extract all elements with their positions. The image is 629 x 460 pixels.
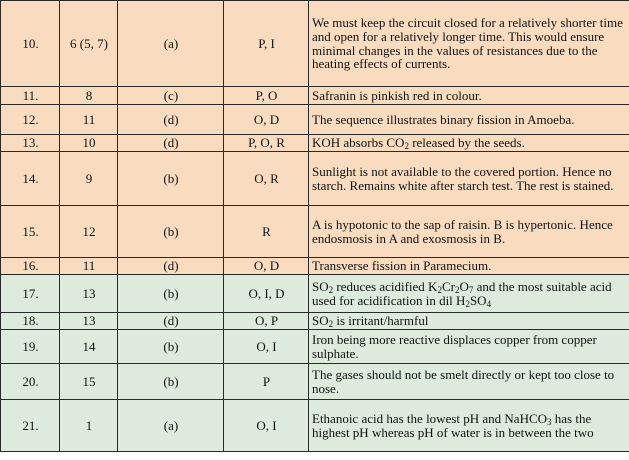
question-reference-cell: 11 <box>60 258 118 275</box>
skill-keys-cell: O, P <box>224 313 309 330</box>
table-row <box>1 87 629 105</box>
answer-option-cell: (a) <box>118 1 224 87</box>
answer-option-cell: (d) <box>118 105 224 135</box>
skill-keys-cell: P, O <box>224 87 309 105</box>
explanation-text: O <box>459 278 469 294</box>
explanation-text: Cr <box>441 278 455 294</box>
question-number-cell: 21. <box>1 400 60 452</box>
answer-option-cell: (d) <box>118 258 224 275</box>
explanation-cell <box>309 313 629 330</box>
question-reference-cell: 11 <box>60 105 118 135</box>
skill-keys-cell: O, D <box>224 105 309 135</box>
subscript-text: 2 <box>454 284 460 295</box>
table-row <box>1 135 629 152</box>
table-row <box>1 105 629 135</box>
explanation-text: We must keep the circuit closed for a relatively shorter time and open for a relatively longer time. This would ensure minimal changes in the values of resistances due to the heating effects of currents. <box>312 15 623 72</box>
explanation-cell <box>309 275 629 313</box>
answer-option-cell: (b) <box>118 275 224 313</box>
explanation-text: Ethanoic acid has the lowest pH and NaHCO <box>312 410 548 426</box>
table-row <box>1 330 629 364</box>
explanation-text: KOH absorbs CO <box>312 135 405 151</box>
explanation-text: has the highest pH whereas pH of water is in between the two <box>312 410 594 440</box>
answer-option-cell: (b) <box>118 206 224 258</box>
explanation-text: SO <box>312 278 329 294</box>
answer-option-cell: (d) <box>118 313 224 330</box>
subscript-text: 2 <box>437 284 442 295</box>
question-reference-cell: 8 <box>60 87 118 105</box>
question-reference-cell: 12 <box>60 206 118 258</box>
question-reference-cell: 9 <box>60 152 118 206</box>
skill-keys-cell: P, I <box>224 1 309 87</box>
subscript-text: 4 <box>486 298 492 309</box>
answer-option-cell: (a) <box>118 400 224 452</box>
explanation-text: Safranin is pinkish red in colour. <box>312 87 482 103</box>
answer-option-cell: (b) <box>118 364 224 400</box>
question-reference-cell: 1 <box>60 400 118 452</box>
table-row <box>1 152 629 206</box>
answer-option-cell: (b) <box>118 330 224 364</box>
subscript-text: 2 <box>404 141 409 152</box>
explanation-text: SO <box>312 313 329 329</box>
skill-keys-cell: P, O, R <box>224 135 309 152</box>
question-number-cell: 17. <box>1 275 60 313</box>
explanation-text: Sunlight is not available to the covered portion. Hence no starch. Remains white after starch test. The rest is stained. <box>312 163 614 193</box>
explanation-text: released by the seeds. <box>408 135 525 151</box>
explanation-cell <box>309 258 629 275</box>
explanation-text: The sequence illustrates binary fission in Amoeba. <box>312 111 575 127</box>
explanation-text: The gases should not be smelt directly or kept too close to nose. <box>312 366 615 396</box>
answer-option-cell: (d) <box>118 135 224 152</box>
explanation-text: reduces acidified K <box>333 278 438 294</box>
explanation-text: A is hypotonic to the sap of raisin. B is hypertonic. Hence endosmosis in A and exosmosis in B. <box>312 216 613 246</box>
question-number-cell: 14. <box>1 152 60 206</box>
explanation-cell <box>309 364 629 400</box>
subscript-text: 2 <box>328 319 334 330</box>
explanation-text: is irritant/harmful <box>333 313 429 329</box>
question-reference-cell: 6 (5, 7) <box>60 1 118 87</box>
question-number-cell: 20. <box>1 364 60 400</box>
table-row <box>1 400 629 452</box>
question-number-cell: 16. <box>1 258 60 275</box>
skill-keys-cell: R <box>224 206 309 258</box>
subscript-text: 3 <box>547 416 552 427</box>
skill-keys-cell: O, D <box>224 258 309 275</box>
table-row <box>1 275 629 313</box>
table-row <box>1 258 629 275</box>
skill-keys-cell: O, R <box>224 152 309 206</box>
explanation-cell <box>309 135 629 152</box>
explanation-text: Iron being more reactive displaces copper from copper sulphate. <box>312 331 597 361</box>
explanation-text: and the most suitable acid used for acidification in dil H <box>312 278 612 308</box>
table-row <box>1 1 629 87</box>
explanation-text: Transverse fission in Paramecium. <box>312 258 492 274</box>
explanation-cell <box>309 206 629 258</box>
question-number-cell: 15. <box>1 206 60 258</box>
table-row <box>1 364 629 400</box>
explanation-cell <box>309 105 629 135</box>
subscript-text: 7 <box>468 284 474 295</box>
question-reference-cell: 15 <box>60 364 118 400</box>
skill-keys-cell: O, I <box>224 330 309 364</box>
explanation-cell <box>309 1 629 87</box>
table-row <box>1 313 629 330</box>
answer-rows <box>1 1 629 452</box>
explanation-cell <box>309 400 629 452</box>
subscript-text: 2 <box>465 298 470 309</box>
question-reference-cell: 13 <box>60 275 118 313</box>
skill-keys-cell: O, I, D <box>224 275 309 313</box>
subscript-text: 2 <box>328 284 334 295</box>
table-row <box>1 206 629 258</box>
explanation-cell <box>309 152 629 206</box>
question-reference-cell: 10 <box>60 135 118 152</box>
question-number-cell: 10. <box>1 1 60 87</box>
skill-keys-cell: P <box>224 364 309 400</box>
answer-option-cell: (b) <box>118 152 224 206</box>
explanation-text: SO <box>469 292 487 308</box>
answer-option-cell: (c) <box>118 87 224 105</box>
question-number-cell: 12. <box>1 105 60 135</box>
explanation-cell <box>309 330 629 364</box>
question-number-cell: 19. <box>1 330 60 364</box>
question-reference-cell: 14 <box>60 330 118 364</box>
question-reference-cell: 13 <box>60 313 118 330</box>
question-number-cell: 18. <box>1 313 60 330</box>
question-number-cell: 11. <box>1 87 60 105</box>
question-number-cell: 13. <box>1 135 60 152</box>
explanation-cell <box>309 87 629 105</box>
skill-keys-cell: O, I <box>224 400 309 452</box>
